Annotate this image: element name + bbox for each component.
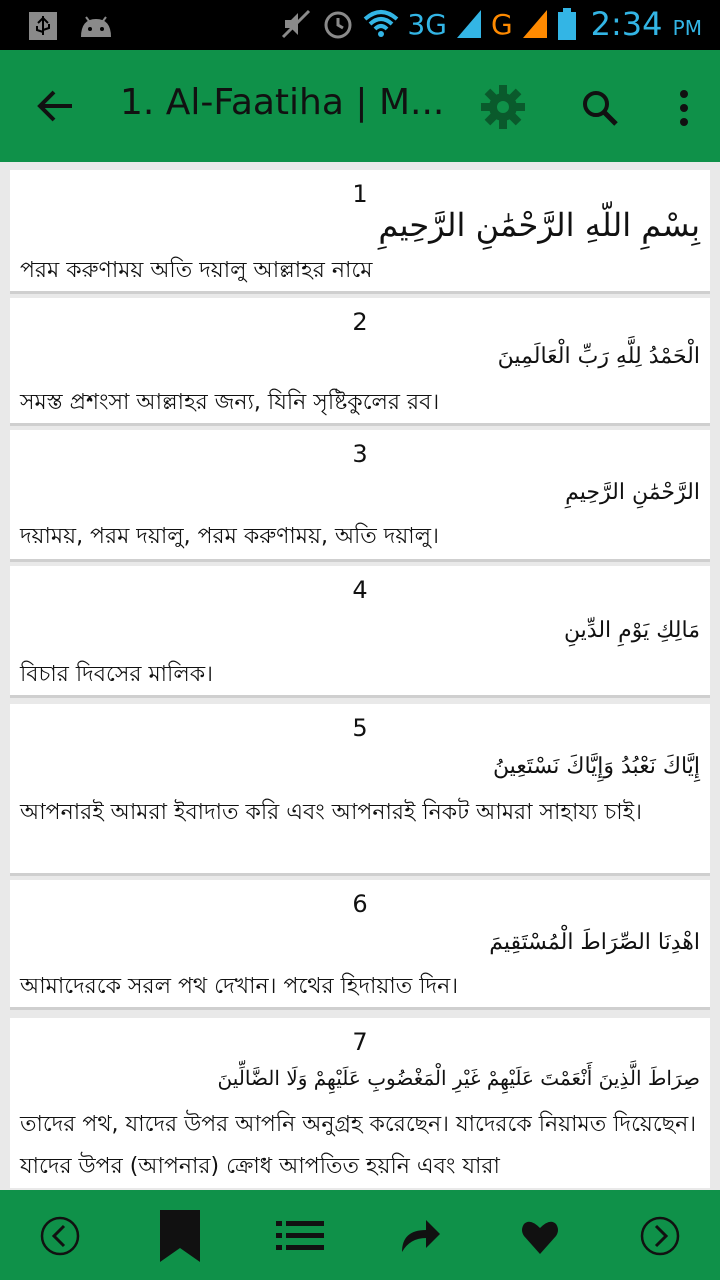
ayah-arabic: بِسْمِ اللّهِ الرَّحْمَٰنِ الرَّحِيمِ (378, 206, 700, 244)
bookmark-icon (156, 1208, 204, 1264)
search-button[interactable] (580, 88, 620, 128)
usb-icon (26, 9, 60, 43)
ayah-arabic: مَالِكِ يَوْمِ الدِّينِ (563, 618, 700, 643)
next-button[interactable] (632, 1208, 688, 1264)
ayah-arabic: صِرَاطَ الَّذِينَ أَنْعَمْتَ عَلَيْهِمْ غَيْرِ الْمَغْضُوبِ عَلَيْهِمْ وَلَا الضَّالِّينَ (217, 1066, 700, 1090)
signal-icon-1 (455, 8, 483, 40)
heart-icon (520, 1216, 560, 1256)
ayah-translation: আমাদেরকে সরল পথ দেখান। পথের হিদায়াত দিন। (20, 974, 459, 999)
network-type-g: G (490, 7, 513, 41)
status-bar (0, 0, 720, 50)
ayah-translation: বিচার দিবসের মালিক। (20, 662, 213, 687)
bottom-toolbar (0, 1190, 720, 1280)
ayah-card[interactable] (10, 170, 710, 294)
ayah-card[interactable] (10, 430, 710, 562)
ayah-number: 7 (352, 1028, 368, 1056)
chevron-right-circle-icon (640, 1216, 680, 1256)
ayah-list[interactable] (0, 162, 720, 1188)
ayah-arabic: اهْدِنَا الصِّرَاطَ الْمُسْتَقِيمَ (489, 930, 700, 955)
app-bar (0, 50, 720, 162)
list-button[interactable] (272, 1208, 328, 1264)
bookmark-button[interactable] (152, 1208, 208, 1264)
ayah-translation: আপনারই আমরা ইবাদাত করি এবং আপনারই নিকট আমরা সাহায্য চাই। (20, 800, 642, 825)
page-title: 1. Al-Faatiha | M... (120, 82, 445, 123)
share-arrow-icon (398, 1218, 442, 1254)
ayah-number: 4 (352, 576, 368, 604)
settings-button[interactable] (480, 84, 526, 130)
ayah-number: 5 (352, 714, 368, 742)
ayah-arabic: الْحَمْدُ لِلَّهِ رَبِّ الْعَالَمِينَ (497, 344, 700, 369)
favorite-button[interactable] (512, 1208, 568, 1264)
ayah-arabic: إِيَّاكَ نَعْبُدُ وَإِيَّاكَ نَسْتَعِينُ (492, 754, 700, 779)
android-icon (78, 11, 114, 41)
gear-icon (480, 84, 526, 130)
signal-icon-2 (521, 8, 549, 40)
more-options-button[interactable] (666, 88, 702, 128)
ayah-number: 6 (352, 890, 368, 918)
ayah-translation: দয়াময়, পরম দয়ালু, পরম করুণাময়, অতি দয়ালু। (20, 524, 439, 549)
ayah-card[interactable] (10, 704, 710, 876)
ayah-card[interactable] (10, 298, 710, 426)
ayah-translation: তাদের পথ, যাদের উপর আপনি অনুগ্রহ করেছেন। যাদেরকে নিয়ামত দিয়েছেন।যাদের উপর (আপনার) ক্রোধ আপতিত হয়নি এবং যারা (20, 1112, 697, 1179)
chevron-left-circle-icon (40, 1216, 80, 1256)
battery-icon (557, 7, 577, 41)
search-icon (580, 88, 620, 128)
wifi-icon (363, 9, 399, 39)
more-vert-icon (666, 88, 702, 128)
network-type-3g: 3G (407, 7, 447, 41)
list-icon (276, 1219, 324, 1253)
ayah-card[interactable] (10, 1018, 710, 1188)
share-button[interactable] (392, 1208, 448, 1264)
mute-icon (279, 7, 313, 41)
ayah-translation: সমস্ত প্রশংসা আল্লাহর জন্য, যিনি সৃষ্টিকুলের রব। (20, 390, 440, 415)
arrow-left-icon (36, 86, 76, 126)
ayah-number: 1 (352, 180, 368, 208)
previous-button[interactable] (32, 1208, 88, 1264)
ayah-translation: পরম করুণাময় অতি দয়ালু আল্লাহর নামে (20, 258, 373, 283)
ayah-number: 2 (352, 308, 368, 336)
alarm-icon (321, 7, 355, 41)
status-clock: 2:34 PM (590, 5, 702, 43)
ayah-card[interactable] (10, 566, 710, 698)
ayah-number: 3 (352, 440, 368, 468)
ayah-arabic: الرَّحْمَٰنِ الرَّحِيمِ (565, 480, 700, 505)
back-button[interactable] (36, 86, 76, 126)
ayah-card[interactable] (10, 880, 710, 1010)
